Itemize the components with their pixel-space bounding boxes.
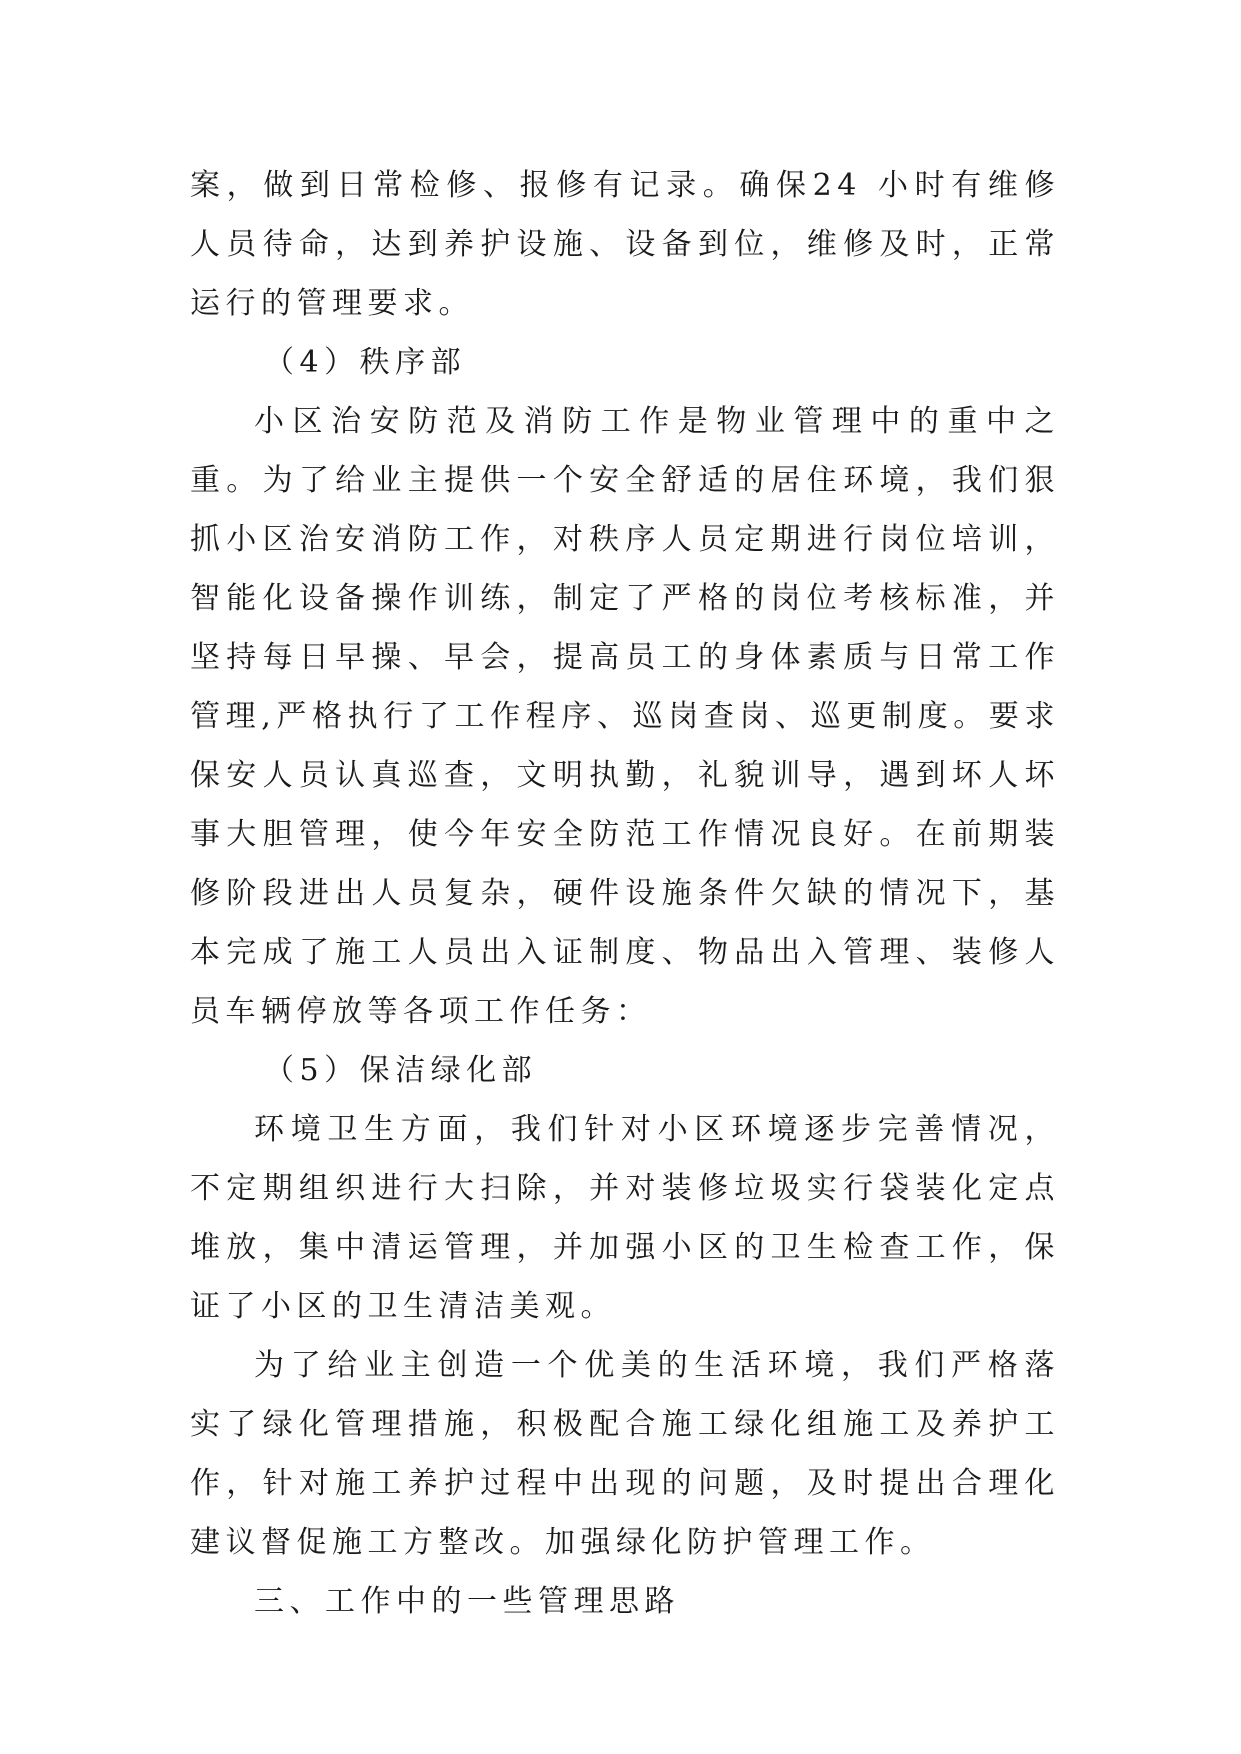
subheading-order-department: （4）秩序部 (264, 345, 467, 380)
subheading-cleaning-greening-department: （5）保洁绿化部 (264, 1053, 538, 1088)
section-heading-management-ideas: 三、工作中的一些管理思路 (254, 1584, 680, 1619)
paragraph-maintenance-continued: 案，做到日常检修、报修有记录。确保24 小时有维修人员待命，达到养护设施、设备到位，维修及时，正常运行的管理要求。 (190, 168, 1060, 321)
paragraph-security-fire: 小区治安防范及消防工作是物业管理中的重中之重。为了给业主提供一个安全舒适的居住环境，我们狠抓小区治安消防工作，对秩序人员定期进行岗位培训，智能化设备操作训练，制定了严格的岗位考核标准，并坚持每日早操、早会，提高员工的身体素质与日常工作管理,严格执行了工作程序、巡岗查岗、巡更制度。要求保安人员认真巡查，文明执勤，礼貌训导，遇到坏人坏事大胆管理，使今年安全防范工作情况良好。在前期装修阶段进出人员复杂，硬件设施条件欠缺的情况下，基本完成了施工人员出入证制度、物品出入管理、装修人员车辆停放等各项工作任务： (190, 404, 1060, 1029)
document-body (190, 156, 1060, 1631)
paragraph-greening: 为了给业主创造一个优美的生活环境，我们严格落实了绿化管理措施，积极配合施工绿化组施工及养护工作，针对施工养护过程中出现的问题，及时提出合理化建议督促施工方整改。加强绿化防护管理工作。 (190, 1348, 1060, 1560)
paragraph-sanitation: 环境卫生方面，我们针对小区环境逐步完善情况，不定期组织进行大扫除，并对装修垃圾实行袋装化定点堆放，集中清运管理，并加强小区的卫生检查工作，保证了小区的卫生清洁美观。 (190, 1112, 1060, 1324)
